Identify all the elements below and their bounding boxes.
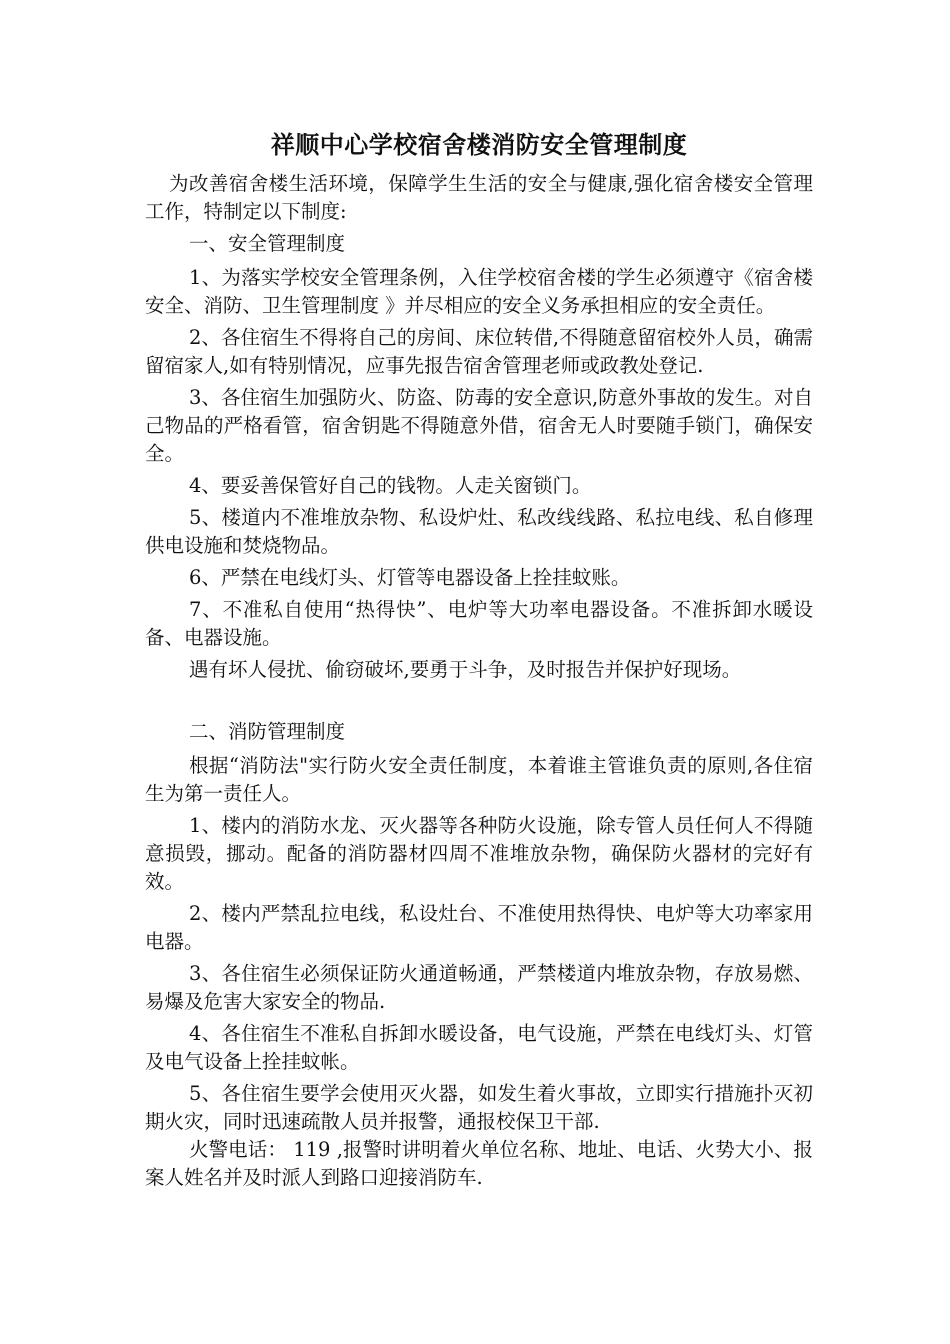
section-2-item-4: 4、各住宿生不准私自拆卸水暖设备，电气设施，严禁在电线灯头、灯管及电气设备上拴挂蚊帐。	[145, 1022, 813, 1073]
intro-paragraph: 为改善宿舍楼生活环境，保障学生生活的安全与健康,强化宿舍楼安全管理工作，特制定以下制度:	[145, 172, 813, 223]
section-1-closing: 遇有坏人侵扰、偷窃破坏,要勇于斗争，及时报告并保护好现场。	[189, 658, 742, 681]
section-1-heading: 一、安全管理制度	[189, 232, 346, 255]
section-2-item-2: 2、楼内严禁乱拉电线，私设灶台、不准使用热得快、电炉等大功率家用电器。	[145, 902, 813, 953]
section-2-heading: 二、消防管理制度	[189, 720, 346, 743]
section-2-item-3: 3、各住宿生必须保证防火通道畅通，严禁楼道内堆放杂物，存放易燃、易爆及危害大家安全的物品.	[145, 962, 813, 1013]
section-1-item-3: 3、各住宿生加强防火、防盗、防毒的安全意识,防意外事故的发生。对自己物品的严格看管，宿舍钥匙不得随意外借，宿舍无人时要随手锁门，确保安全。	[145, 386, 813, 465]
document-title: 祥顺中心学校宿舍楼消防安全管理制度	[270, 131, 688, 159]
document-page	[145, 128, 813, 1196]
fire-alarm-phone: 火警电话： 119 ,报警时讲明着火单位名称、地址、电话、火势大小、报案人姓名并及时派人到路口迎接消防车.	[145, 1138, 813, 1189]
section-spacer	[145, 688, 813, 718]
section-1-item-4: 4、要妥善保管好自己的钱物。人走关窗锁门。	[189, 474, 592, 497]
section-2-item-5: 5、各住宿生要学会使用灭火器，如发生着火事故，立即实行措施扑灭初期火灾，同时迅速疏散人员并报警，通报校保卫干部.	[145, 1082, 813, 1133]
section-2-item-1: 1、楼内的消防水龙、灭火器等各种防火设施，除专管人员任何人不得随意损毁，挪动。配备的消防器材四周不准堆放杂物，确保防火器材的完好有效。	[145, 814, 813, 893]
section-2-intro: 根据“消防法"实行防火安全责任制度，本着谁主管谁负责的原则,各住宿生为第一责任人。	[145, 754, 813, 805]
section-1-item-2: 2、各住宿生不得将自己的房间、床位转借,不得随意留宿校外人员，确需留宿家人,如有特别情况，应事先报告宿舍管理老师或政教处登记.	[145, 326, 813, 377]
section-1-item-1: 1、为落实学校安全管理条例，入住学校宿舍楼的学生必须遵守《宿舍楼安全、消防、卫生管理制度 》并尽相应的安全义务承担相应的安全责任。	[145, 266, 813, 317]
section-1-item-7: 7、不准私自使用“热得快”、电炉等大功率电器设备。不准拆卸水暖设备、电器设施。	[145, 598, 813, 649]
section-1-item-6: 6、严禁在电线灯头、灯管等电器设备上拴挂蚊账。	[189, 566, 631, 589]
section-1-item-5: 5、楼道内不准堆放杂物、私设炉灶、私改线线路、私拉电线、私自修理供电设施和焚烧物品。	[145, 506, 813, 557]
